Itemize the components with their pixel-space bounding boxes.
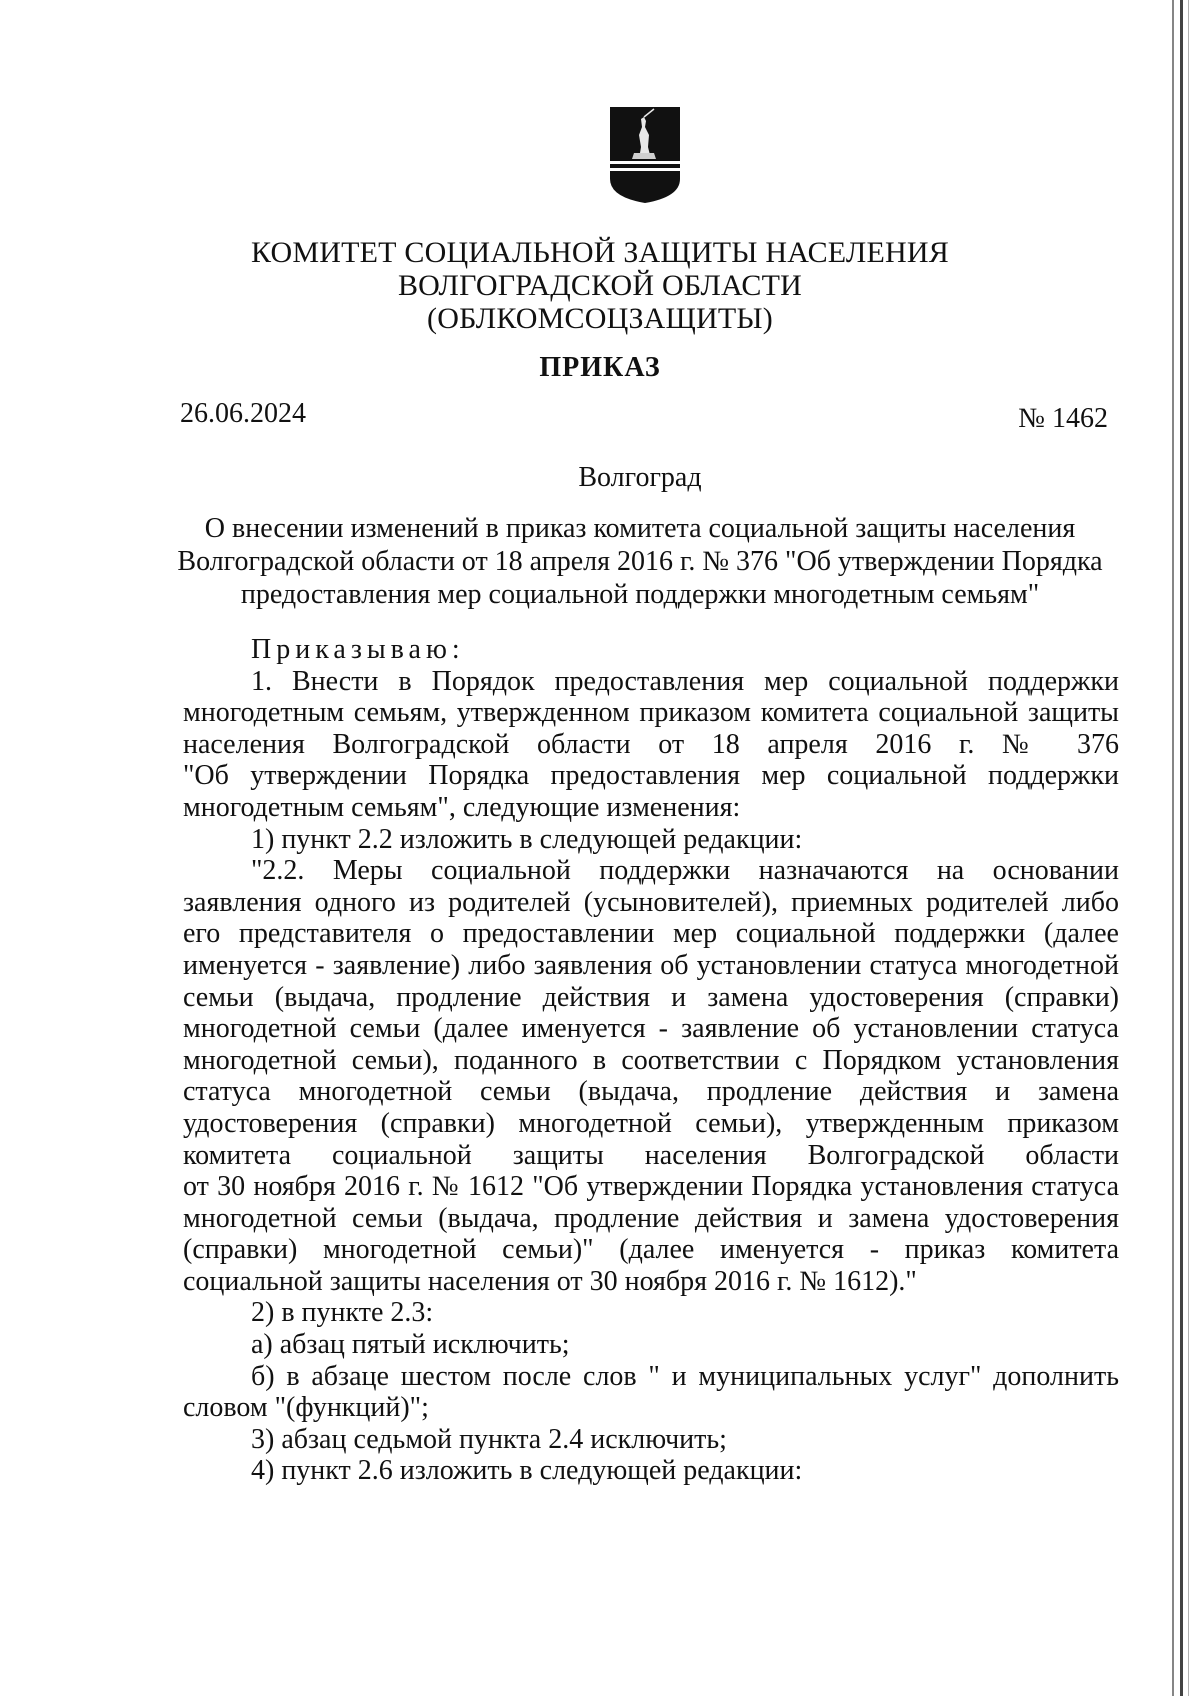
body-line: заявления одного из родителей (усыновителей), приемных родителей либо <box>183 886 1119 918</box>
body-line: многодетной семьи (далее именуется - заявление об установлении статуса <box>183 1013 1119 1045</box>
body-line: комитета социальной защиты населения Волгоградской области <box>183 1139 1119 1171</box>
document-date: 26.06.2024 <box>180 398 306 429</box>
body-line: "2.2. Меры социальной поддержки назначаются на основании <box>251 855 1119 887</box>
body-line: социальной защиты населения от 30 ноября 2016 г. № 1612)." <box>183 1265 917 1297</box>
document-type-title: ПРИКАЗ <box>539 352 661 383</box>
organization-header <box>180 236 1020 335</box>
document-body <box>183 634 1119 1487</box>
body-line: его представителя о предоставлении мер социальной поддержки (далее <box>183 918 1119 950</box>
body-line: именуется - заявление) либо заявления об установлении статуса многодетной <box>183 949 1119 981</box>
subject-line: Волгоградской области от 18 апреля 2016 г. № 376 "Об утверждении Порядка <box>177 546 1103 577</box>
body-line: населения Волгоградской области от 18 апреля 2016 г. № 376 <box>183 728 1119 760</box>
body-line: (справки) многодетной семьи)" (далее именуется - приказ комитета <box>183 1234 1119 1266</box>
body-line: 4) пункт 2.6 изложить в следующей редакции: <box>251 1455 803 1487</box>
document-number: № 1462 <box>1018 403 1108 434</box>
body-line: удостоверения (справки) многодетной семьи), утвержденным приказом <box>183 1107 1119 1139</box>
body-line: многодетным семьям", следующие изменения: <box>183 791 741 823</box>
scan-edge-line <box>1172 0 1174 1696</box>
scan-edge-line <box>1180 0 1183 1696</box>
body-line: многодетным семьям, утвержденном приказом комитета социальной защиты <box>183 697 1119 729</box>
org-name-line: ВОЛГОГРАДСКОЙ ОБЛАСТИ <box>397 269 803 302</box>
body-line: 1) пункт 2.2 изложить в следующей редакции: <box>251 823 803 855</box>
body-line: 3) абзац седьмой пункта 2.4 исключить; <box>251 1423 727 1455</box>
document-city: Волгоград <box>578 462 702 493</box>
scan-edge-line <box>1188 0 1189 1696</box>
body-line: многодетной семьи), поданного в соответствии с Порядком установления <box>183 1044 1119 1076</box>
body-line: многодетной семьи (выдача, продление действия и замена удостоверения <box>183 1202 1119 1234</box>
org-name-line: КОМИТЕТ СОЦИАЛЬНОЙ ЗАЩИТЫ НАСЕЛЕНИЯ <box>251 236 949 269</box>
document-subject <box>160 512 1120 611</box>
body-line: статуса многодетной семьи (выдача, продление действия и замена <box>183 1076 1119 1108</box>
coat-of-arms-icon <box>608 105 682 205</box>
body-line: от 30 ноября 2016 г. № 1612 "Об утверждении Порядка установления статуса <box>183 1171 1119 1203</box>
org-name-line: (ОБЛКОМСОЦЗАЩИТЫ) <box>427 302 773 335</box>
body-line: 1. Внести в Порядок предоставления мер социальной поддержки <box>251 665 1119 697</box>
subject-line: предоставления мер социальной поддержки многодетным семьям" <box>240 579 1040 610</box>
body-line: "Об утверждении Порядка предоставления мер социальной поддержки <box>183 760 1119 792</box>
body-line: словом "(функций)"; <box>183 1392 429 1424</box>
body-line: б) в абзаце шестом после слов " и муниципальных услуг" дополнить <box>251 1360 1119 1392</box>
body-line: семьи (выдача, продление действия и замена удостоверения (справки) <box>183 981 1119 1013</box>
body-line: Приказываю: <box>251 634 465 665</box>
subject-line: О внесении изменений в приказ комитета социальной защиты населения <box>204 513 1076 544</box>
body-line: 2) в пункте 2.3: <box>251 1297 434 1329</box>
body-line: а) абзац пятый исключить; <box>251 1329 570 1361</box>
